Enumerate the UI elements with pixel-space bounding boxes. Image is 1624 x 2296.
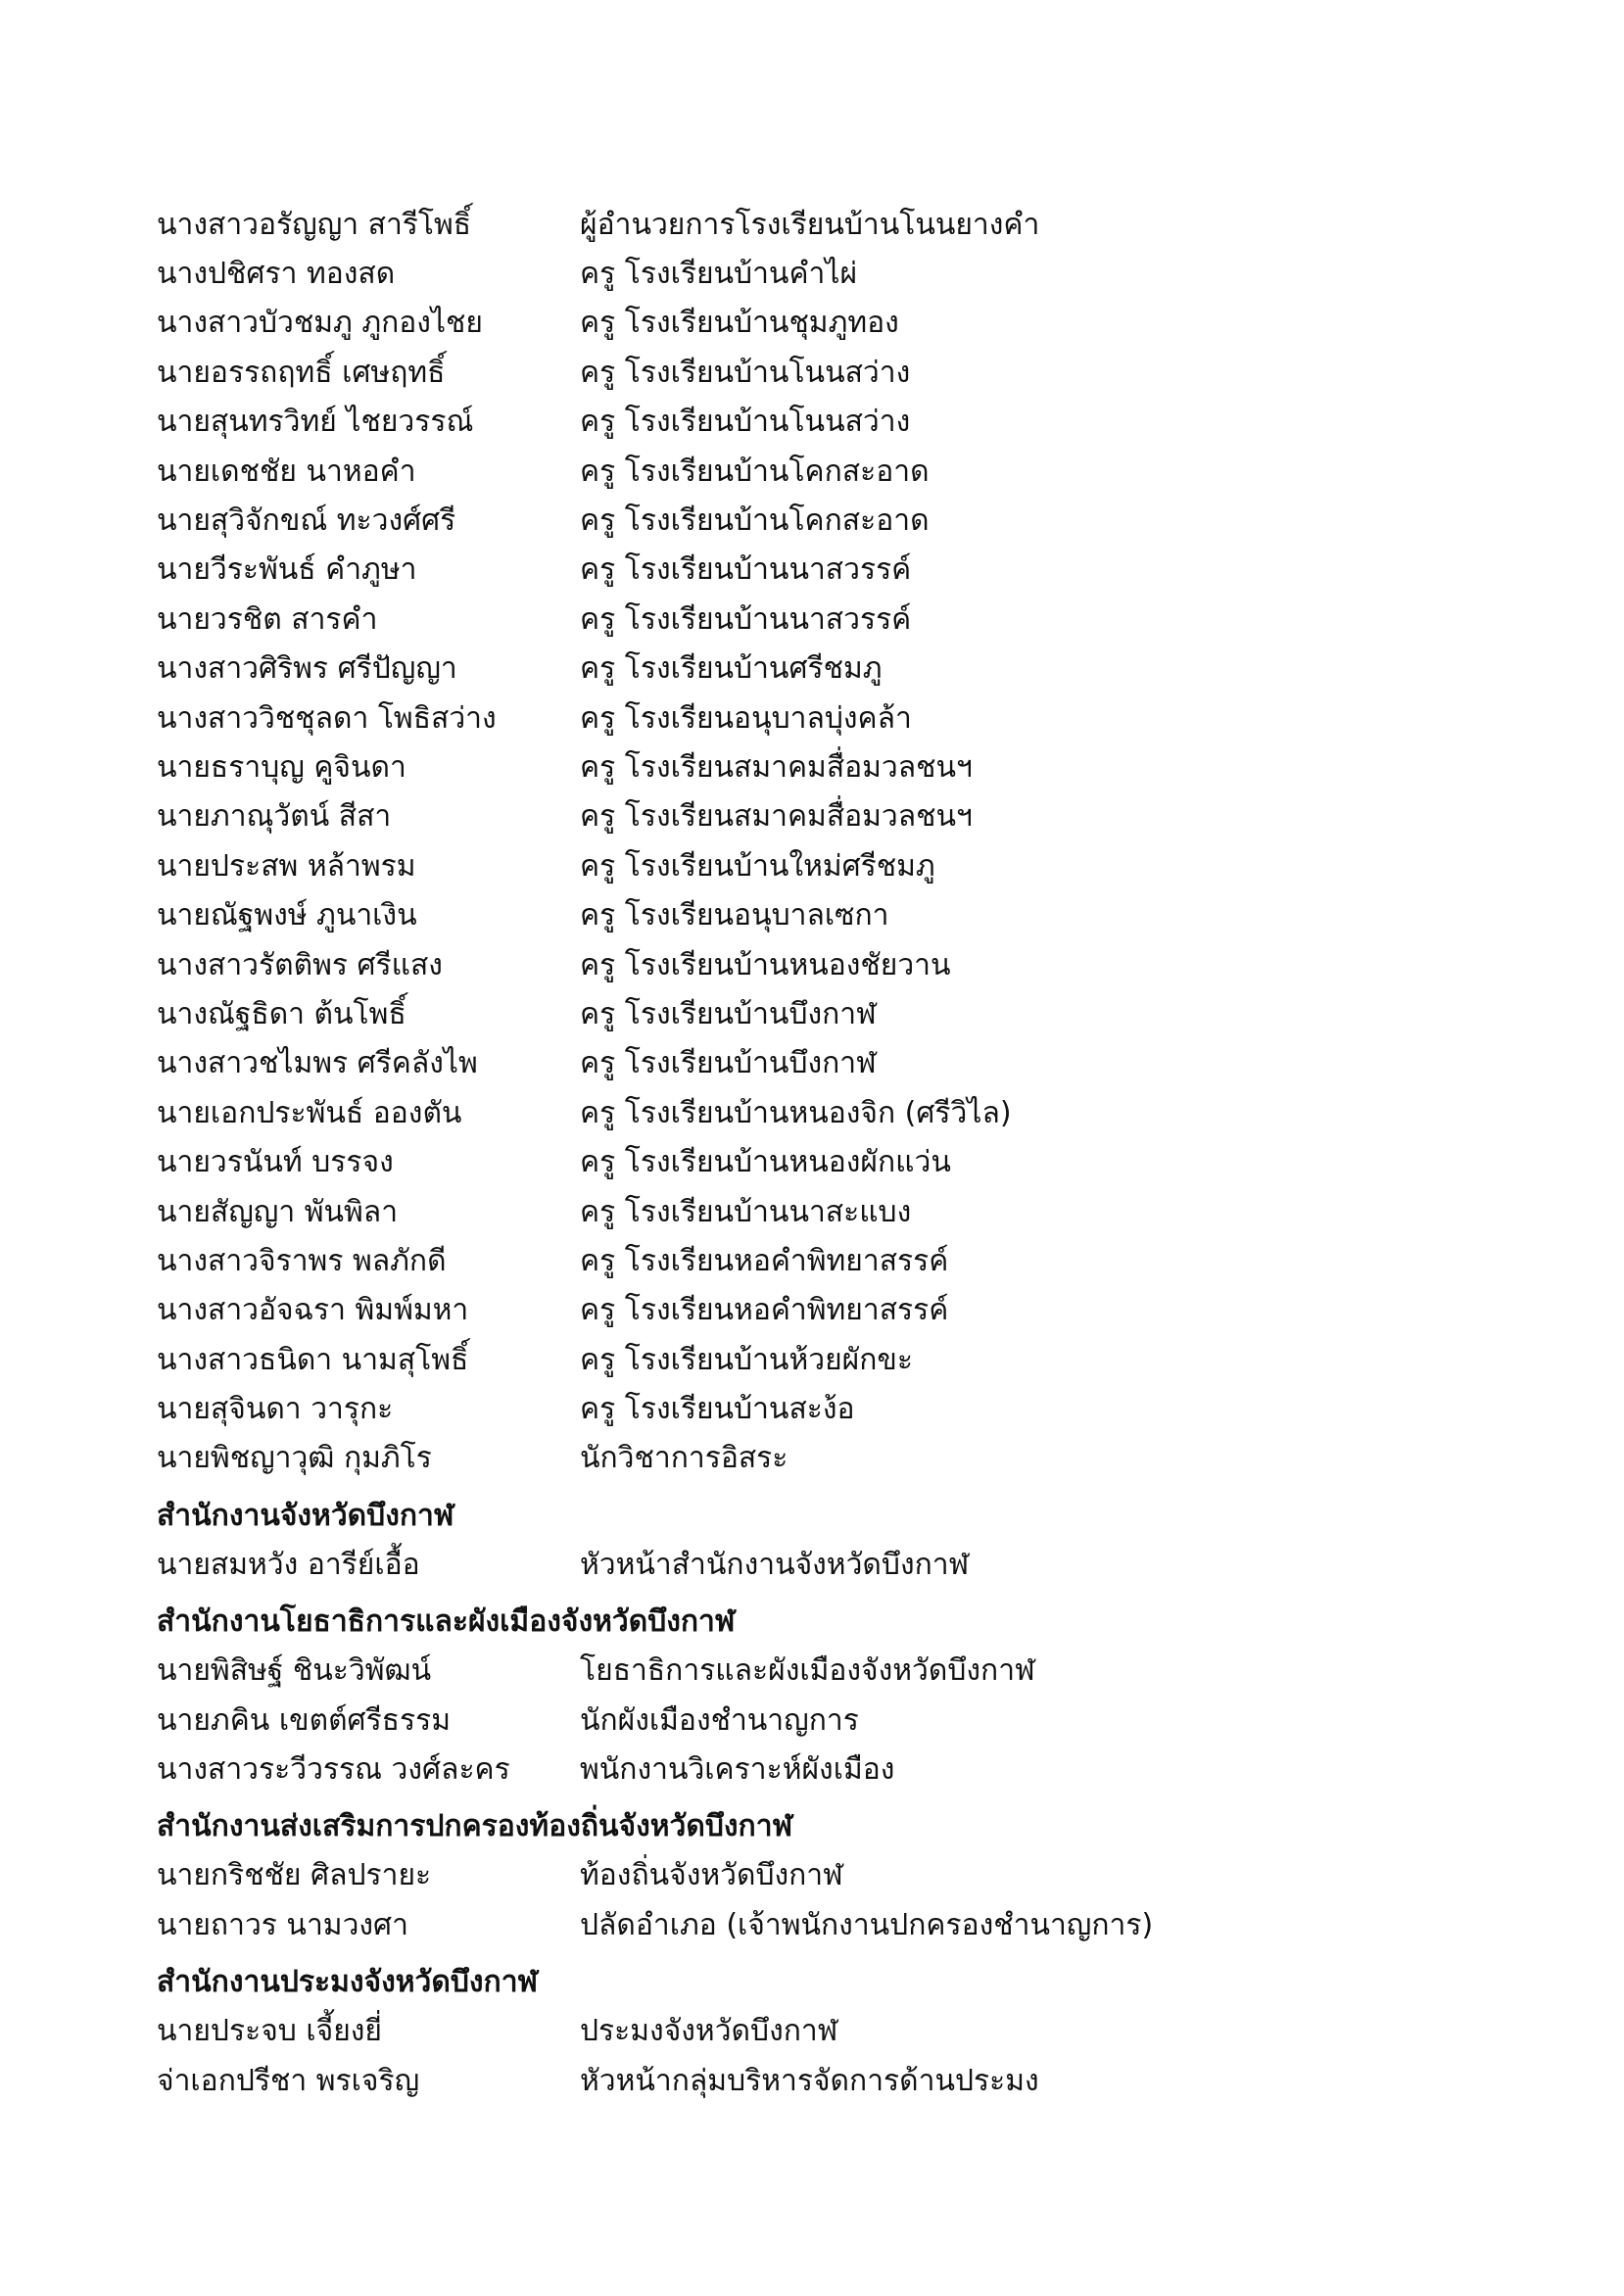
person-name: นางปชิศรา ทองสด [157, 257, 396, 292]
person-position: ครู โรงเรียนบ้านบึงกาฬ [580, 1046, 877, 1081]
person-row [157, 694, 1528, 742]
person-position: ครู โรงเรียนบ้านบึงกาฬ [580, 996, 877, 1031]
person-position: ครู โรงเรียนหอคำพิทยาสรรค์ [580, 1243, 949, 1278]
section-heading: สำนักงานโยธาธิการและผังเมืองจังหวัดบึงกาฬ [157, 1604, 736, 1640]
person-name: นายกริชชัย ศิลปรายะ [157, 1858, 432, 1893]
person-name: นางสาวศิริพร ศรีปัญญา [157, 651, 457, 687]
personnel-list [157, 200, 1528, 2105]
person-row [157, 595, 1528, 644]
person-position: ครู โรงเรียนบ้านโนนสว่าง [580, 355, 911, 390]
person-position: ปลัดอำเภอ (เจ้าพนักงานปกครองชำนาญการ) [580, 1907, 1154, 1942]
person-row [157, 447, 1528, 496]
person-position: พนักงานวิเคราะห์ผังเมือง [580, 1752, 895, 1788]
person-row [157, 1137, 1528, 1186]
section-heading: สำนักงานส่งเสริมการปกครองท้องถิ่นจังหวัดบึงกาฬ [157, 1809, 793, 1844]
person-name: นายภาณุวัตน์ สีสา [157, 799, 392, 835]
person-name: นายสมหวัง อารีย์เอื้อ [157, 1547, 420, 1582]
person-name: นายเดชชัย นาหอคำ [157, 454, 416, 489]
person-name: นายณัฐพงษ์ ภูนาเงิน [157, 898, 417, 933]
person-row [157, 890, 1528, 939]
person-row [157, 1286, 1528, 1335]
person-name: นายถาวร นามวงศา [157, 1907, 408, 1942]
person-name: นายเอกประพันธ์ อองตัน [157, 1095, 462, 1130]
person-name: นายสัญญา พันพิลา [157, 1194, 399, 1229]
person-position: ครู โรงเรียนสมาคมสื่อมวลชนฯ [580, 799, 973, 835]
person-row [157, 989, 1528, 1038]
person-name: นางสาวจิราพร พลภักดี [157, 1243, 447, 1278]
person-name: นายพิชญาวุฒิ กุมภิโร [157, 1441, 432, 1476]
person-position: ครู โรงเรียนสมาคมสื่อมวลชนฯ [580, 749, 973, 785]
person-position: ครู โรงเรียนบ้านโนนสว่าง [580, 405, 911, 440]
person-name: นางสาวอัจฉรา พิมพ์มหา [157, 1293, 469, 1328]
person-position: นักผังเมืองชำนาญการ [580, 1702, 859, 1738]
person-name: นางสาววิชชุลดา โพธิสว่าง [157, 700, 497, 736]
person-position: หัวหน้ากลุ่มบริหารจัดการด้านประมง [580, 2063, 1039, 2098]
person-name: นายภคิน เขตต์ศรีธรรม [157, 1702, 452, 1738]
person-position: ครู โรงเรียนบ้านใหม่ศรีชมภู [580, 848, 935, 884]
person-position: ครู โรงเรียนหอคำพิทยาสรรค์ [580, 1293, 949, 1328]
person-position: ท้องถิ่นจังหวัดบึงกาฬ [580, 1858, 843, 1893]
person-name: นายวีระพันธ์ คำภูษา [157, 552, 417, 588]
person-row [157, 546, 1528, 595]
person-row [157, 1696, 1528, 1745]
person-position: นักวิชาการอิสระ [580, 1441, 788, 1476]
person-row [157, 2056, 1528, 2105]
person-row [157, 1540, 1528, 1589]
person-position: ครู โรงเรียนอนุบาลบุ่งคล้า [580, 700, 912, 736]
person-position: ครู โรงเรียนบ้านหนองชัยวาน [580, 947, 951, 982]
person-row [157, 841, 1528, 890]
person-position: ครู โรงเรียนบ้านโคกสะอาด [580, 454, 930, 489]
person-row [157, 249, 1528, 298]
person-position: ผู้อำนวยการโรงเรียนบ้านโนนยางคำ [580, 207, 1040, 242]
person-row [157, 1187, 1528, 1236]
person-row [157, 398, 1528, 447]
person-position: ครู โรงเรียนบ้านชุมภูทอง [580, 306, 899, 341]
person-row [157, 1039, 1528, 1088]
person-name: นายวรชิต สารคำ [157, 601, 378, 637]
person-row [157, 299, 1528, 348]
person-row [157, 1434, 1528, 1483]
person-name: นางณัฐธิดา ต้นโพธิ์ [157, 996, 406, 1031]
person-name: จ่าเอกปรีชา พรเจริญ [157, 2063, 420, 2098]
person-position: ครู โรงเรียนบ้านสะง้อ [580, 1392, 855, 1427]
person-row [157, 1745, 1528, 1794]
person-name: นายประสพ หล้าพรม [157, 848, 416, 884]
person-name: นางสาวชไมพร ศรีคลังไพ [157, 1046, 478, 1081]
section-gap [157, 1590, 1528, 1598]
person-position: ครู โรงเรียนบ้านหนองจิก (ศรีวิไล) [580, 1095, 1012, 1130]
person-name: นายธราบุญ คูจินดา [157, 749, 406, 785]
person-position: ครู โรงเรียนบ้านศรีชมภู [580, 651, 883, 687]
person-row [157, 2007, 1528, 2056]
section-heading: สำนักงานประมงจังหวัดบึงกาฬ [157, 1965, 539, 1999]
person-name: นางสาวธนิดา นามสุโพธิ์ [157, 1342, 469, 1377]
person-row [157, 742, 1528, 791]
person-position: ครู โรงเรียนอนุบาลเซกา [580, 898, 889, 933]
person-name: นายประจบ เจี้ยงยี่ [157, 2014, 382, 2049]
person-name: นายอรรถฤทธิ์ เศษฤทธิ์ [157, 355, 446, 390]
person-position: ครู โรงเรียนบ้านคำไผ่ [580, 257, 858, 292]
person-row [157, 348, 1528, 397]
person-name: นายพิสิษฐ์ ชินะวิพัฒน์ [157, 1653, 432, 1689]
person-position: ครู โรงเรียนบ้านห้วยผักขะ [580, 1342, 914, 1377]
person-row [157, 1647, 1528, 1696]
person-name: นางสาวระวีวรรณ วงศ์ละคร [157, 1752, 510, 1788]
person-row [157, 1236, 1528, 1285]
person-row [157, 1384, 1528, 1433]
person-name: นายวรนันท์ บรรจง [157, 1145, 394, 1180]
person-row [157, 1900, 1528, 1949]
person-position: ครู โรงเรียนบ้านนาสวรรค์ [580, 601, 912, 637]
section-gap [157, 1950, 1528, 1958]
person-name: นางสาวรัตติพร ศรีแสง [157, 947, 443, 982]
person-row [157, 1088, 1528, 1137]
person-name: นายสุจินดา วารุกะ [157, 1392, 394, 1427]
person-row [157, 645, 1528, 694]
person-name: นายสุวิจักขณ์ ทะวงศ์ศรี [157, 503, 456, 539]
person-row [157, 1335, 1528, 1384]
person-position: โยธาธิการและผังเมืองจังหวัดบึงกาฬ [580, 1653, 1035, 1689]
person-position: ครู โรงเรียนบ้านโคกสะอาด [580, 503, 930, 539]
person-position: ครู โรงเรียนบ้านนาสะแบง [580, 1194, 912, 1229]
person-row [157, 1851, 1528, 1900]
person-row [157, 496, 1528, 545]
person-position: หัวหน้าสำนักงานจังหวัดบึงกาฬ [580, 1547, 970, 1582]
person-position: ประมงจังหวัดบึงกาฬ [580, 2014, 838, 2049]
section-heading: สำนักงานจังหวัดบึงกาฬ [157, 1498, 454, 1533]
person-row [157, 792, 1528, 841]
person-name: นางสาวอรัญญา สารีโพธิ์ [157, 207, 472, 242]
person-position: ครู โรงเรียนบ้านนาสวรรค์ [580, 552, 912, 588]
section-gap [157, 1483, 1528, 1491]
person-position: ครู โรงเรียนบ้านหนองผักแว่น [580, 1145, 951, 1180]
section-gap [157, 1794, 1528, 1802]
person-row [157, 940, 1528, 989]
person-name: นางสาวบัวชมภู ภูกองไชย [157, 306, 483, 341]
person-name: นายสุนทรวิทย์ ไชยวรรณ์ [157, 405, 474, 440]
person-row [157, 200, 1528, 249]
